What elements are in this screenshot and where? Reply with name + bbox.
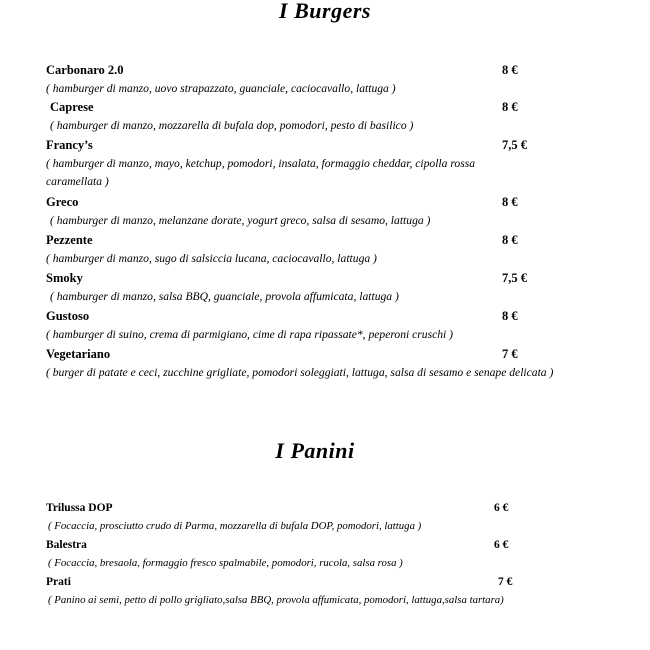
menu-item-balestra (46, 536, 566, 572)
item-name: Carbonaro 2.0 (46, 63, 124, 77)
menu-item-gustoso (46, 307, 586, 343)
menu-item-smoky (46, 269, 566, 305)
item-price: 7 € (502, 347, 518, 361)
item-price: 7 € (498, 576, 513, 588)
item-description: ( hamburger di manzo, sugo di salsiccia lucana, caciocavallo, lattuga ) (46, 252, 377, 265)
item-description: ( hamburger di manzo, melanzane dorate, yogurt greco, salsa di sesamo, lattuga ) (50, 214, 431, 227)
item-price: 8 € (502, 195, 518, 209)
item-price: 8 € (502, 233, 518, 247)
section-title-burgers: I Burgers (279, 0, 371, 23)
item-name: Pezzente (46, 233, 93, 247)
item-name: Caprese (50, 100, 94, 114)
item-name: Prati (46, 576, 71, 588)
item-name: Vegetariano (46, 347, 111, 361)
menu-item-vegetariano (46, 345, 606, 401)
item-description: ( hamburger di manzo, mayo, ketchup, pomodori, insalata, formaggio cheddar, cipolla rossa caramellata ) (46, 157, 476, 188)
item-price: 7,5 € (502, 271, 527, 285)
item-name: Smoky (46, 271, 83, 285)
menu-item-prati (46, 573, 606, 609)
item-description: ( hamburger di manzo, mozzarella di bufala dop, pomodori, pesto di basilico ) (50, 119, 414, 132)
item-name: Greco (46, 195, 79, 209)
item-description: ( hamburger di manzo, uovo strapazzato, guanciale, caciocavallo, lattuga ) (46, 82, 396, 95)
item-description: ( hamburger di suino, crema di parmigiano, cime di rapa ripassate*, peperoni cruschi ) (46, 328, 454, 341)
item-price: 7,5 € (502, 138, 527, 152)
menu-item-caprese (46, 98, 566, 134)
item-description: ( hamburger di manzo, salsa BBQ, guanciale, provola affumicata, lattuga ) (50, 290, 399, 303)
item-price: 6 € (494, 539, 509, 551)
item-price: 8 € (502, 63, 518, 77)
menu-item-francys (46, 136, 566, 192)
item-name: Balestra (46, 539, 87, 551)
menu-item-carbonaro (46, 61, 566, 97)
menu-item-greco (46, 193, 566, 229)
item-name: Francy’s (46, 138, 93, 152)
menu-item-trilussa (46, 499, 566, 535)
menu-item-pezzente (46, 231, 566, 267)
item-name: Trilussa DOP (46, 502, 113, 514)
item-description: ( Panino ai semi, petto di pollo grigliato,salsa BBQ, provola affumicata, pomodori, lattuga,salsa tartara) (48, 594, 504, 606)
item-price: 8 € (502, 309, 518, 323)
item-description: ( Focaccia, bresaola, formaggio fresco spalmabile, pomodori, rucola, salsa rosa ) (48, 557, 403, 569)
item-price: 8 € (502, 100, 518, 114)
section-title-panini: I Panini (275, 438, 355, 463)
item-price: 6 € (494, 502, 509, 514)
item-name: Gustoso (46, 309, 90, 323)
item-description: ( burger di patate e ceci, zucchine grigliate, pomodori soleggiati, lattuga, salsa di sesamo e senape delicata ) (46, 366, 554, 379)
item-description: ( Focaccia, prosciutto crudo di Parma, mozzarella di bufala DOP, pomodori, lattuga ) (48, 520, 422, 532)
